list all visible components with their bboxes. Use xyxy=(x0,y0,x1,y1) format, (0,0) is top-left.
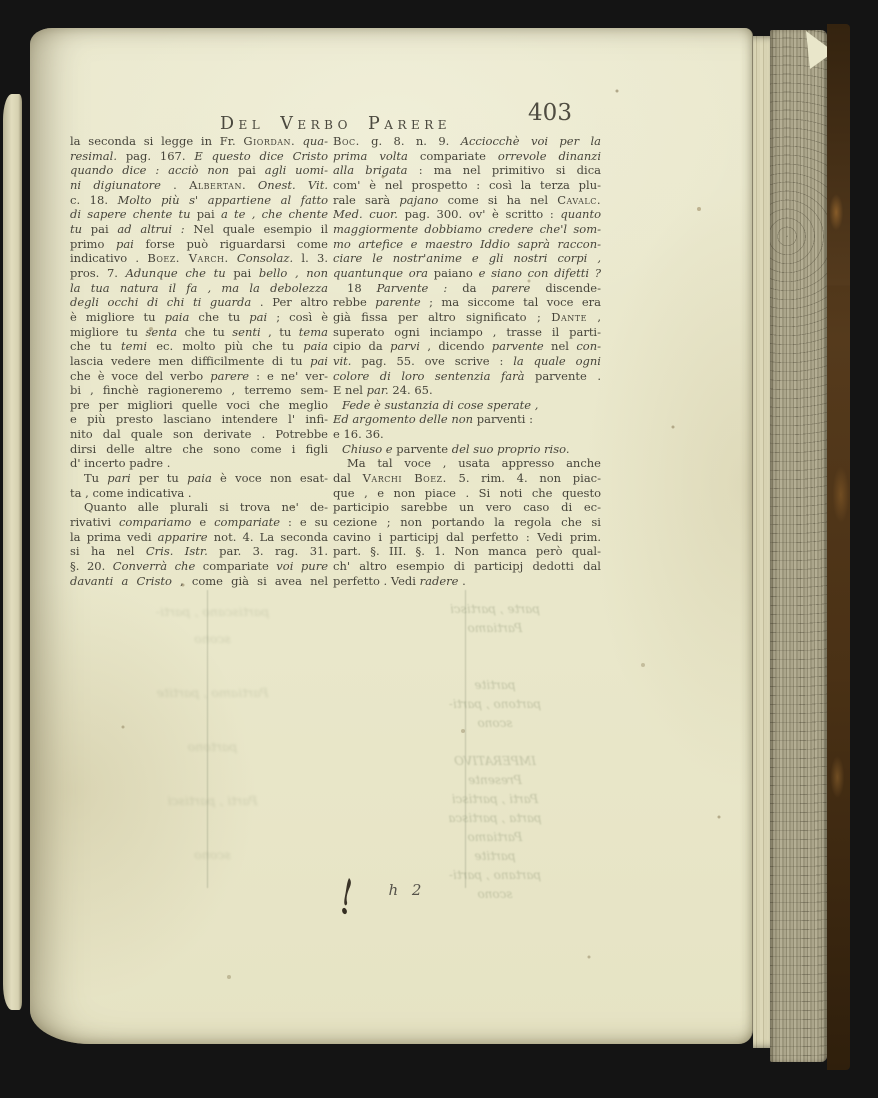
bleedthrough-line xyxy=(85,760,340,787)
bleedthrough-line: partiscano , parti- xyxy=(155,604,270,619)
bleedthrough-line xyxy=(85,814,340,841)
text-line: Quanto alle plurali si trova ne' de- xyxy=(84,500,328,515)
bleedthrough-text xyxy=(398,600,592,904)
text-line: dirsi delle altre che sono come i figli xyxy=(70,441,328,456)
text-line: e 16. 36. xyxy=(333,427,384,442)
bleedthrough-text xyxy=(85,598,340,868)
text-line: Ma tal voce , usata appresso anche xyxy=(347,456,601,471)
bleedthrough-line: Partiamo , partite xyxy=(156,685,269,700)
text-line: e più presto lasciano intendere l' infi- xyxy=(70,412,328,427)
text-line: bi , finchè ragioneremo , terremo sem- xyxy=(70,383,328,398)
page-number: 403 xyxy=(528,100,572,126)
text-line: già fissa per altro significato ; Dante , xyxy=(333,309,601,324)
text-line: nito dal quale son derivate . Potrebbe xyxy=(70,427,328,442)
text-line: pre per migliori quelle voci che meglio xyxy=(70,397,328,412)
text-line: Ed argomento delle non parventi : xyxy=(333,412,534,427)
text-line: perfetto . Vedi radere . xyxy=(333,573,466,588)
text-line: è migliore tu paia che tu pai ; così è xyxy=(70,309,328,324)
text-line: 18 Parvente : da parere discende- xyxy=(347,280,601,295)
text-line: superato ogni inciampo , trasse il parti- xyxy=(333,324,601,339)
bleedthrough-line: Partiamo xyxy=(467,830,523,844)
bleedthrough-line: Parti , partisci xyxy=(167,793,258,808)
text-line: d' incerto padre . xyxy=(70,456,171,471)
bleedthrough-line: scono xyxy=(477,716,513,730)
text-line: quantunque ora paiano e siano con difetti ? xyxy=(333,265,601,280)
text-line: cezione ; non portando la regola che si xyxy=(333,515,601,530)
text-line: degli occhi di chi ti guarda . Per altro xyxy=(70,295,328,310)
text-line: c. 18. Molto più s' appartiene al fatto xyxy=(70,192,328,207)
text-line: di sapere chente tu pai a te , che chente xyxy=(70,207,328,222)
text-line: quando dice : acciò non pai agli uomi- xyxy=(70,163,328,178)
book-page xyxy=(30,28,753,1044)
text-line: tu pai ad altrui : Nel quale esempio il xyxy=(70,221,328,236)
bleedthrough-rule xyxy=(465,590,466,888)
bleedthrough-line xyxy=(398,657,592,676)
text-line: primo pai forse può riguardarsi come xyxy=(70,236,328,251)
text-line: migliore tu senta che tu senti , tu tema xyxy=(70,324,328,339)
opposite-page-edge xyxy=(3,94,22,1010)
ink-blot xyxy=(340,876,356,918)
bleedthrough-line xyxy=(85,652,340,679)
bleedthrough-line xyxy=(85,706,340,733)
bleedthrough-line: scono xyxy=(477,887,513,901)
text-line: Fede è sustanzia di cose sperate , xyxy=(342,397,539,412)
text-line: ch' altro esempio di participj dedotti dal xyxy=(333,559,601,574)
signature-mark: h 2 xyxy=(388,881,422,899)
bleedthrough-line: partano , parti- xyxy=(448,868,542,882)
text-line: vit. pag. 55. ove scrive : la quale ogni xyxy=(333,353,601,368)
header-word: Verbo xyxy=(280,114,353,134)
text-line: part. §. III. §. 1. Non manca però qual- xyxy=(333,544,601,559)
text-line: la prima vedi apparire not. 4. La seconda xyxy=(70,529,328,544)
bleedthrough-line: parte , partisci xyxy=(450,602,540,616)
text-line: ta , come indicativa . xyxy=(70,485,192,500)
text-line: ciare le nostr'anime e gli nostri corpi , xyxy=(333,251,601,266)
text-line: davanti a Cristo , come già si avea nel xyxy=(70,573,328,588)
text-line: mo artefice e maestro Iddio saprà raccon- xyxy=(333,236,601,251)
text-line: si ha nel Cris. Istr. par. 3. rag. 31. xyxy=(70,544,328,559)
text-line: prima volta compariate orrevole dinanzi xyxy=(333,148,601,163)
text-line: que , e non piace . Si noti che questo xyxy=(333,485,601,500)
bleedthrough-line: partite xyxy=(474,678,516,692)
text-line: §. 20. Converrà che compariate voi pure xyxy=(70,559,328,574)
text-line: alla brigata : ma nel primitivo si dica xyxy=(333,163,601,178)
bleedthrough-line: IMPERATIVO xyxy=(454,754,536,768)
under-pages-edge xyxy=(753,36,770,1048)
text-column-right xyxy=(333,134,601,588)
text-line: indicativo . Boez. Varch. Consolaz. l. 3. xyxy=(70,251,328,266)
text-line: E nel par. 24. 65. xyxy=(333,383,433,398)
text-line: rebbe parente ; ma siccome tal voce era xyxy=(333,295,601,310)
text-line: colore di loro sentenzia farà parvente . xyxy=(333,368,601,383)
bleedthrough-line xyxy=(398,733,592,752)
bleedthrough-line: scono xyxy=(194,847,231,862)
text-line: rale sarà pajano come si ha nel Cavalc. xyxy=(333,192,601,207)
text-line: rivativi compariamo e compariate : e su xyxy=(70,515,328,530)
text-line: che è voce del verbo parere : e ne' ver- xyxy=(70,368,328,383)
fore-edge-pages xyxy=(770,30,827,1062)
bleedthrough-line: partono , parti- xyxy=(448,697,542,711)
bleedthrough-line: Presente xyxy=(468,773,522,787)
text-line: maggiormente dobbiamo credere che'l som- xyxy=(333,221,601,236)
header-word: Del xyxy=(219,114,265,134)
book-cover xyxy=(827,24,850,1070)
text-line: Med. cuor. pag. 300. ov' è scritto : quanto xyxy=(333,207,601,222)
text-line: cavino i participj dal perfetto : Vedi prim. xyxy=(333,529,601,544)
bleedthrough-line xyxy=(398,638,592,657)
bleedthrough-line: partite xyxy=(474,849,516,863)
text-line: pros. 7. Adunque che tu pai bello , non xyxy=(70,265,328,280)
text-line: Chiuso e parvente del suo proprio riso. xyxy=(342,441,570,456)
bleedthrough-line: Partiamo xyxy=(467,621,523,635)
bleedthrough-line: scono xyxy=(194,631,231,646)
text-line: che tu temi ec. molto più che tu paia xyxy=(70,339,328,354)
text-line: dal Varchi Boez. 5. rim. 4. non piac- xyxy=(333,471,601,486)
bleedthrough-rule xyxy=(207,590,208,888)
bleedthrough-line: partono xyxy=(187,739,238,754)
foxing-specks xyxy=(30,28,32,30)
text-line: Tu pari per tu paia è voce non esat- xyxy=(84,471,328,486)
text-line: la seconda si legge in Fr. Giordan. qua- xyxy=(70,134,328,148)
text-line: Boc. g. 8. n. 9. Acciocchè voi per la xyxy=(333,134,601,148)
text-line: ni digiunatore . Albertan. Onest. Vit. xyxy=(70,177,328,192)
text-column-left xyxy=(70,134,328,588)
header-word: Parere xyxy=(368,114,452,134)
bleedthrough-line: parta , partisca xyxy=(448,811,542,825)
text-line: participio sarebbe un vero caso di ec- xyxy=(333,500,601,515)
text-line: la tua natura il fa , ma la debolezza xyxy=(70,280,328,295)
text-line: resimal. pag. 167. E questo dice Cristo xyxy=(70,148,328,163)
bleedthrough-line: Parti , partisci xyxy=(451,792,539,806)
text-line: cipio da parvi , dicendo parvente nel con- xyxy=(333,339,601,354)
text-line: lascia vedere men difficilmente di tu pai xyxy=(70,353,328,368)
text-line: com' è nel prospetto : così la terza plu- xyxy=(333,177,601,192)
